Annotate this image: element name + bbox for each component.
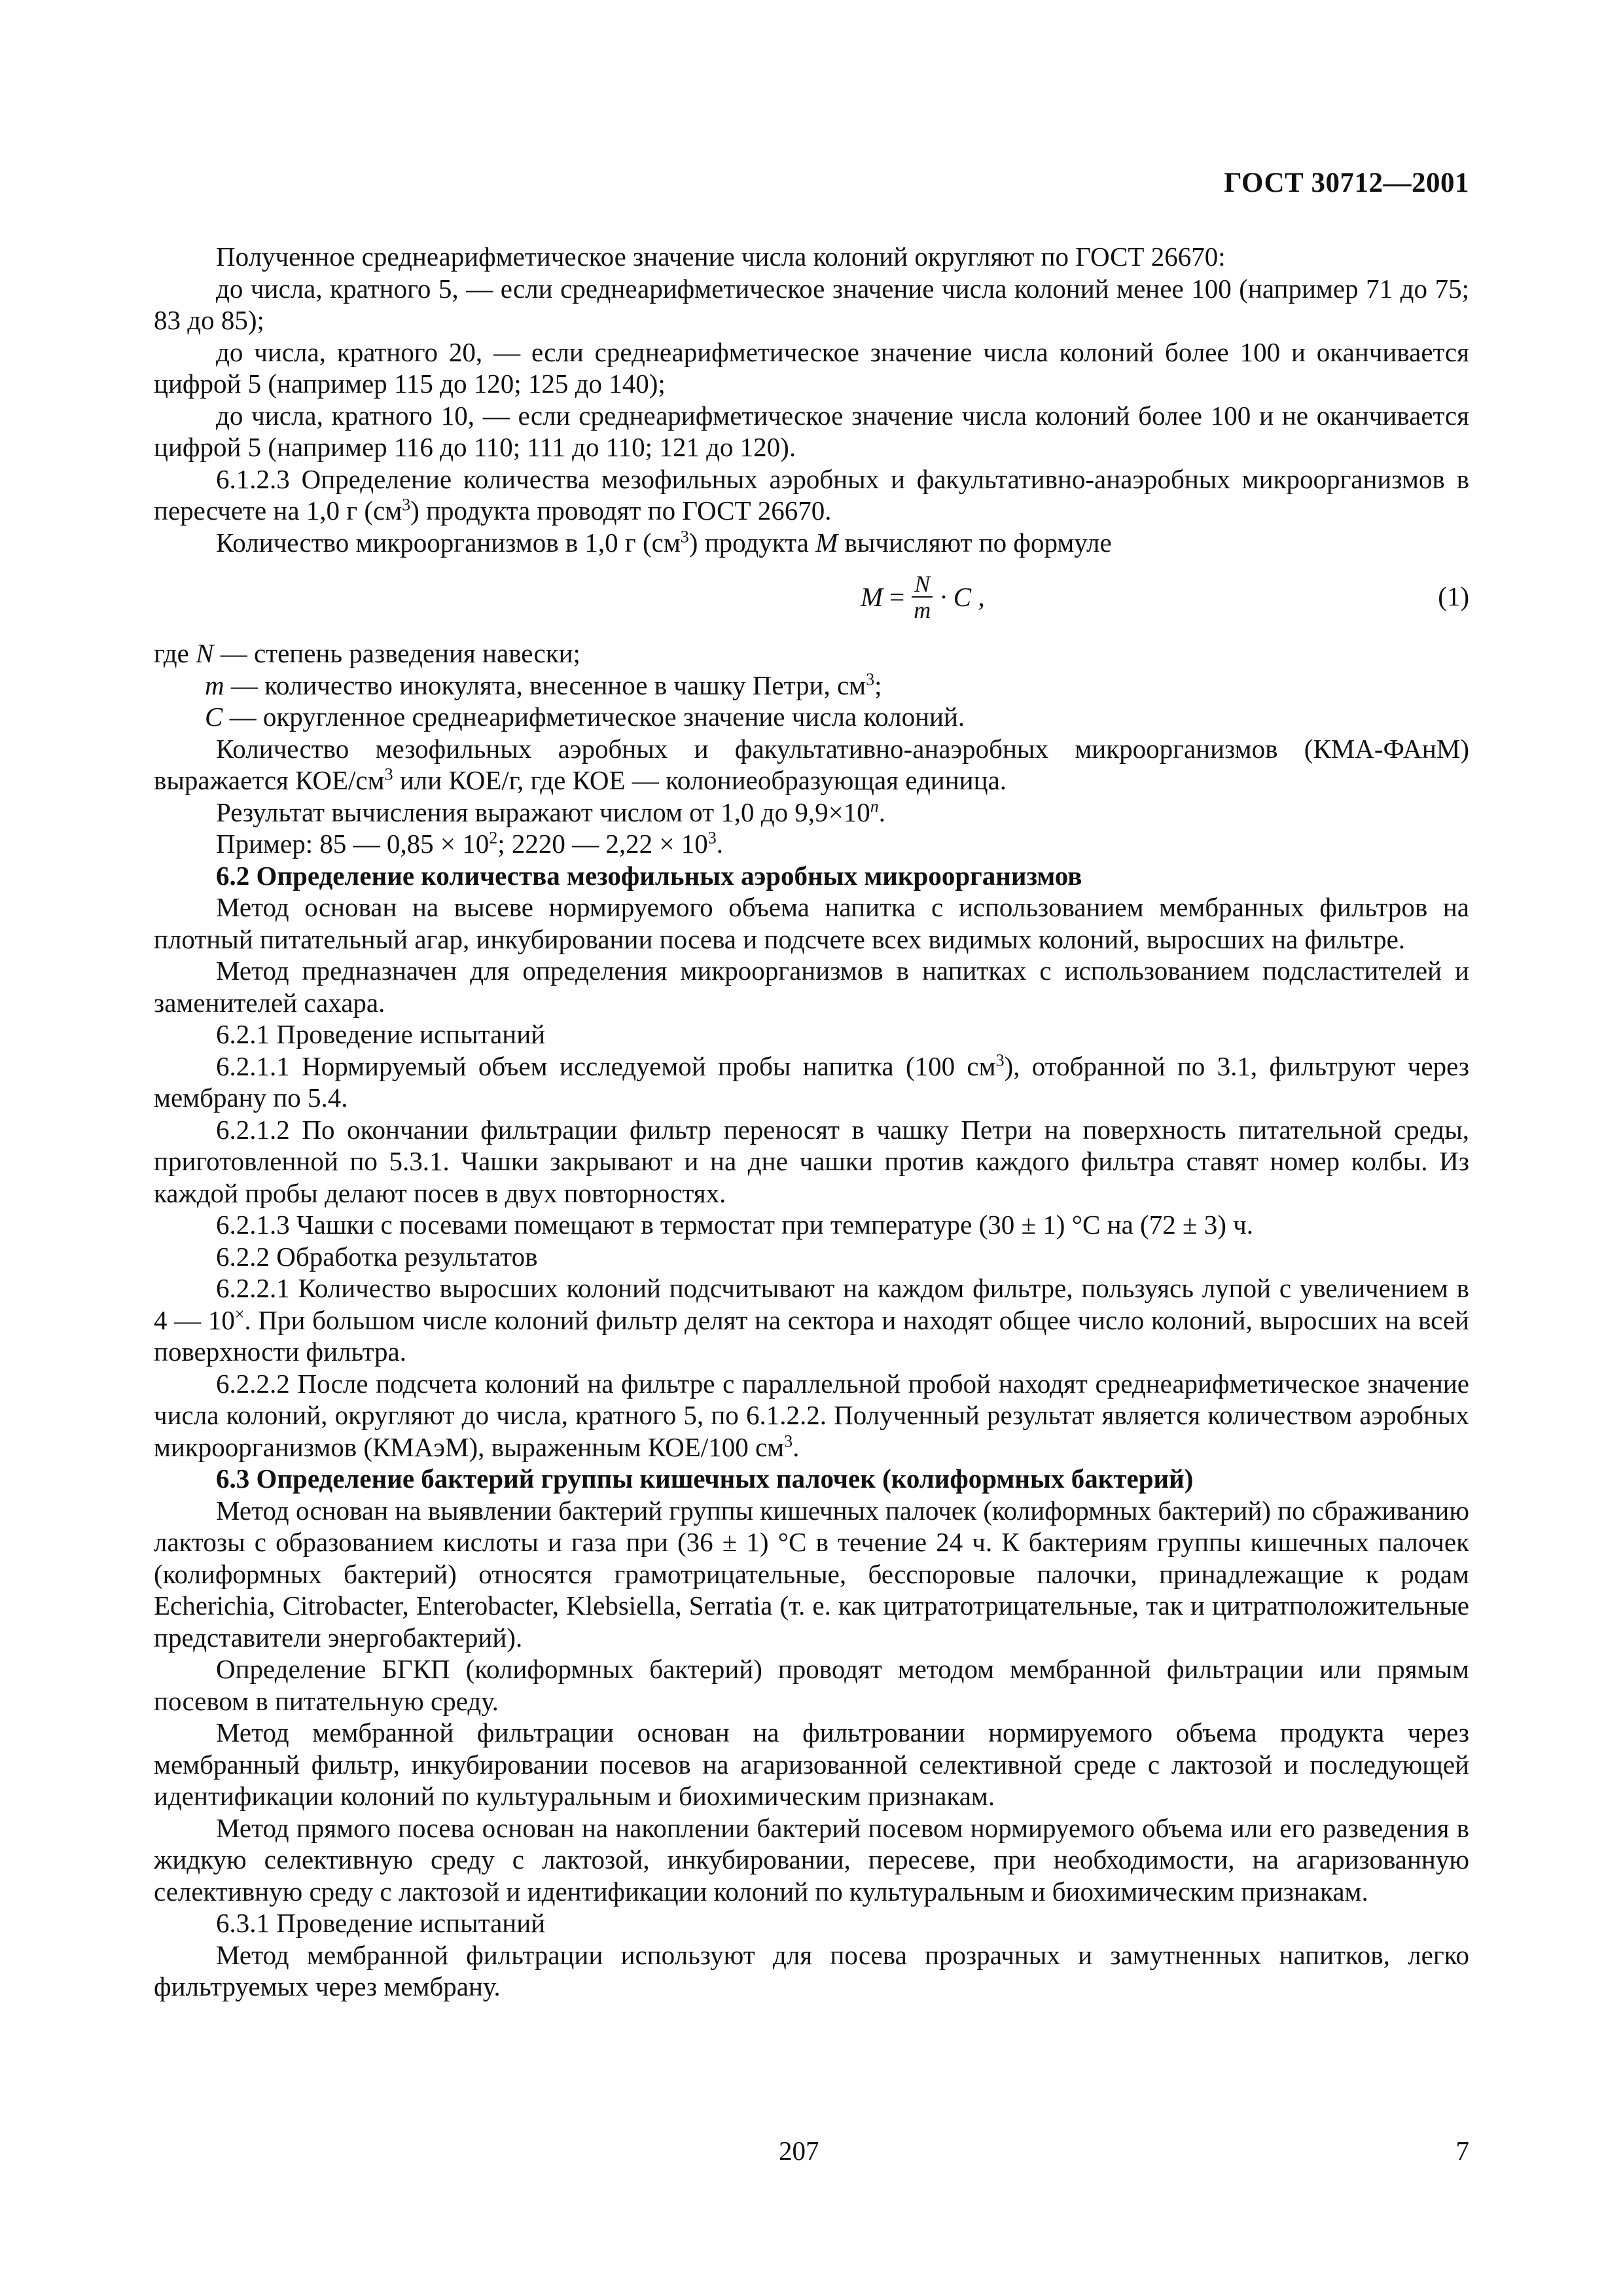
paragraph: Метод мембранной фильтрации используют для посева прозрачных и замутненных напитков, легко фильтруемых через мембрану. <box>154 1939 1469 2001</box>
subsection-heading: 6.3.1 Проведение испытаний <box>216 1908 546 1938</box>
formula-intro: Количество микроорганизмов в 1,0 г $(см^3)$ продукта M вычисляют по формуле <box>216 526 1112 558</box>
section-heading-6-2: 6.2 Определение количества мезофильных аэробных микроорганизмов <box>216 860 1082 891</box>
document-body <box>154 241 1469 2003</box>
section-heading-6-3: 6.3 Определение бактерий группы кишечных палочек (колиформных бактерий) <box>216 1463 1194 1494</box>
formula-rhs: · C , <box>940 581 985 612</box>
formula-lhs: M <box>861 581 883 612</box>
paragraph-example: Пример: 85 — $0,85 \times 10^2$; 2220 — $2,22 \times 10^3$. <box>216 828 723 859</box>
formula-fraction <box>911 571 933 622</box>
paragraph: до числа, кратного 20, — если среднеарифметическое значение числа колоний более 100 и оканчивается цифрой 5 (например 115 до 120; 125 до 140); <box>154 336 1469 399</box>
paragraph: до числа, кратного 10, — если среднеарифметическое значение числа колоний более 100 и не оканчивается цифрой 5 (например 116 до 110; 111 до 110; 121 до 120). <box>154 400 1469 462</box>
paragraph: 6.2.1.3 Чашки с посевами помещают в термостат при температуре (30 ± 1) °С на (72 ± 3) ч. <box>216 1210 1253 1240</box>
legend-item-m: m — количество инокулята, внесенное в чашку Петри, $см^3$; <box>205 669 882 700</box>
legend-item-c: C — округленное среднеарифметическое значение числа колоний. <box>205 702 965 732</box>
paragraph-6-2-2-1: 6.2.2.1 Количество выросших колоний подсчитывают на каждом фильтре, пользуясь лупой с увеличением в 4 — 10×. При большом числе колоний фильтр делят на сектора и находят общее число колоний, выросших на всей поверхности фильтра. <box>154 1273 1469 1367</box>
page-number: 207 <box>779 2136 819 2166</box>
paragraph: Метод основан на высеве нормируемого объема напитка с использованием мембранных фильтров на плотный питательный агар, инкубировании посева и подсчете всех видимых колоний, выросших на фильтре. <box>154 892 1469 954</box>
paragraph-6-2-1-1: 6.2.1.1 Нормируемый объем исследуемой пробы напитка (100 $см^3$), отобранной по 3.1, фильтруют через мембрану по 5.4. <box>154 1050 1469 1113</box>
formula-number: (1) <box>1438 581 1469 611</box>
paragraph: Метод основан на выявлении бактерий группы кишечных палочек (колиформных бактерий) по сбраживанию лактозы с образованием кислоты и газа при (36 ± 1) °С в течение 24 ч. К бактериям группы кишечных палочек (колиформных бактерий) относятся грамотрицательные, бесспоровые палочки, принадлежащие к родам Echerichia, Citrobacter, Enterobacter, Klebsiella, Serratia (т. е. как цитратотрицательные, так и цитратположительные представители энергобактерий). <box>154 1495 1469 1653</box>
formula-block <box>154 566 1469 635</box>
paragraph-result: Результат вычисления выражают числом от 1,0 до $9,9\times 10^n$. <box>216 796 886 827</box>
paragraph: 6.2.1.2 По окончании фильтрации фильтр переносят в чашку Петри на поверхность питательной среды, приготовленной по 5.3.1. Чашки закрывают и на дне чашки против каждого фильтра ставят номер колбы. Из каждой пробы делают посев в двух повторностях. <box>154 1114 1469 1208</box>
paragraph-6-1-2-3: 6.1.2.3 Определение количества мезофильных аэробных и факультативно-анаэробных микроорганизмов в пересчете на 1,0 г $(см^3)$ продукта проводят по ГОСТ 26670. <box>154 463 1469 526</box>
sheet-number: 7 <box>1455 2136 1469 2166</box>
document-code-header: ГОСТ 30712—2001 <box>1224 168 1469 198</box>
paragraph: Метод мембранной фильтрации основан на фильтровании нормируемого объема продукта через мембранный фильтр, инкубировании посевов на агаризованной селективной среде с лактозой и последующей идентификации колоний по культуральным и биохимическим признакам. <box>154 1717 1469 1811</box>
subsection-heading: 6.2.1 Проведение испытаний <box>216 1019 546 1049</box>
formula-equals: = <box>889 581 905 612</box>
paragraph-6-2-2-2: 6.2.2.2 После подсчета колоний на фильтре с параллельной пробой находят среднеарифметическое значение числа колоний, округляют до числа, кратного 5, по 6.1.2.2. Полученный результат является количеством аэробных микроорганизмов (КМАэМ), выраженным КОЕ/100 $см^3$. <box>154 1368 1469 1462</box>
subsection-heading: 6.2.2 Обработка результатов <box>216 1241 538 1272</box>
formula-denominator: m <box>914 597 931 623</box>
paragraph: Метод прямого посева основан на накоплении бактерий посевом нормируемого объема или его разведения в жидкую селективную среду с лактозой, инкубировании, пересеве, при необходимости, на агаризованную селективную среду с лактозой и идентификации колоний по культуральным и биохимическим признакам. <box>154 1812 1469 1907</box>
paragraph: Полученное среднеарифметическое значение числа колоний округляют по ГОСТ 26670: <box>216 242 1226 272</box>
paragraph-kma: Количество мезофильных аэробных и факультативно-анаэробных микроорганизмов (КМА-ФАнМ) выражается КОЕ/$см^3$ или КОЕ/г, где КОЕ — колониеобразующая единица. <box>154 733 1469 795</box>
formula-expression <box>861 571 985 622</box>
legend-item-n: где N — степень разведения навески; <box>154 638 580 668</box>
formula-numerator: N <box>912 571 933 598</box>
paragraph: до числа, кратного 5, — если среднеарифметическое значение числа колоний менее 100 (например 71 до 75; 83 до 85); <box>154 273 1469 335</box>
formula-legend <box>154 637 1469 733</box>
paragraph: Метод предназначен для определения микроорганизмов в напитках с использованием подсластителей и заменителей сахара. <box>154 956 1469 1018</box>
paragraph: Определение БГКП (колиформных бактерий) проводят методом мембранной фильтрации или прямым посевом в питательную среду. <box>154 1654 1469 1716</box>
